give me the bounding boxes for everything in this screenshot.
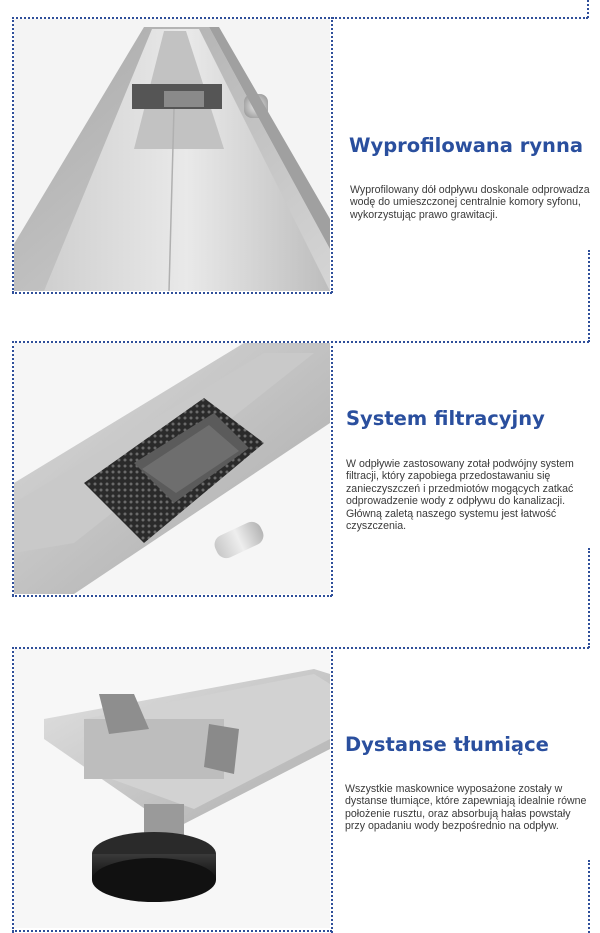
frame-dotted-line (588, 250, 590, 342)
frame-dotted-line (588, 860, 590, 933)
frame-dotted-line (588, 548, 590, 648)
profiled-channel-photo (14, 19, 330, 291)
frame-dotted-line (331, 17, 333, 293)
filter-system-photo (14, 343, 330, 594)
damping-spacers-photo (14, 649, 330, 928)
section-title: Dystanse tłumiące (345, 733, 549, 756)
frame-dotted-line (332, 17, 588, 19)
frame-dotted-line (587, 0, 589, 18)
section-title: System filtracyjny (346, 407, 545, 430)
section-description: Wyprofilowany dół odpływu doskonale odprowadza wodę do umieszczonej centralnie komory syfonu, wykorzystując prawo grawitacji. (350, 184, 590, 221)
frame-dotted-line (331, 341, 333, 596)
section-description: Wszystkie maskownice wyposażone zostały w dystanse tłumiące, które zapewniają idealnie równe położenie rusztu, oraz absorbują hałas powstały przy opadaniu wody bezpośrednio na odpływ. (345, 783, 587, 833)
frame-dotted-line (12, 292, 332, 294)
frame-dotted-line (12, 930, 332, 932)
section-title: Wyprofilowana rynna (349, 134, 583, 157)
section-description: W odpływie zastosowany zotał podwójny system filtracji, który zapobiega przedostawaniu się zanieczyszczeń i przedmiotów mogących zatkać odprowadzenie wody z odpływu do kanalizacji. Główną zaletą naszego systemu jest łatwość czyszczenia. (346, 458, 574, 533)
frame-dotted-line (12, 595, 332, 597)
frame-dotted-line (331, 647, 333, 933)
